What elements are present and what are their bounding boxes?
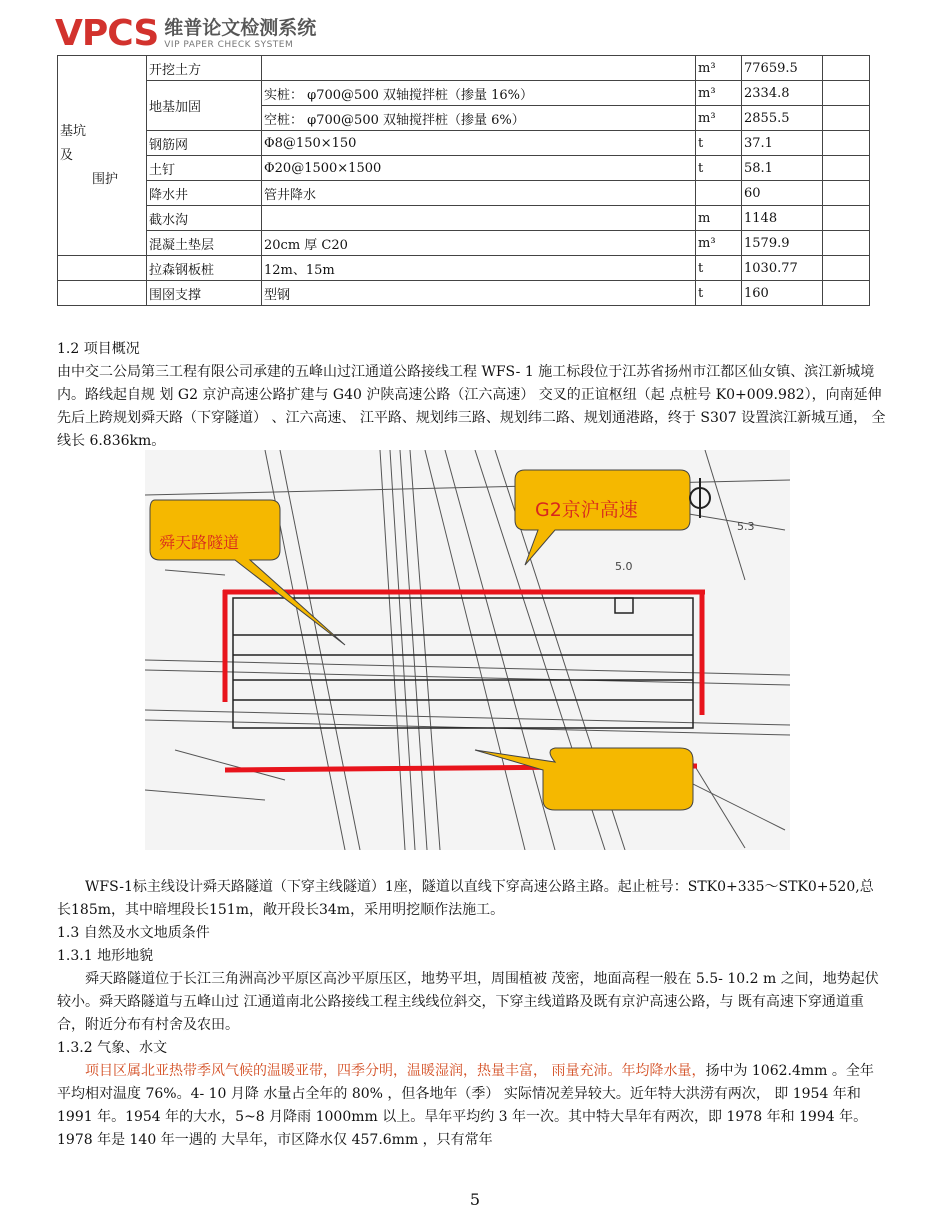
- section-1-3: [57, 922, 887, 1152]
- north-arrow-icon: [690, 478, 710, 518]
- logo-mark: VPCS: [55, 13, 159, 54]
- section-heading: 1.2 项目概况: [57, 341, 140, 357]
- section-1-2: [57, 338, 887, 453]
- category-cell: 基坑 及 围护: [58, 56, 147, 256]
- site-plan-figure: [145, 450, 790, 850]
- section-heading: 1.3 自然及水文地质条件: [57, 925, 210, 941]
- section-body: 由中交二公局第三工程有限公司承建的五峰山过江通道公路接线工程 WFS- 1 施工标段位于江苏省扬州市江都区仙女镇、滨江新城境内。路线起自规 划 G2 京沪高速公路扩建与 G40 沪陕高速公路（江六高速） 交叉的正谊枢纽（起 点桩号 K0+009.982），向南延伸先后上跨规划舜天路（下穿隧道） 、江六高速、 江平路、规划纬三路、规划纬二路、规划通港路，终于 S307 设置滨江新城互通， 全线长 6.836km。: [57, 364, 886, 449]
- subsection-heading: 1.3.1 地形地貌: [57, 948, 154, 964]
- highlighted-text: 项目区属北亚热带季风气候的温暖亚带，四季分明，温暖湿润，热量丰富， 雨量充沛。年均降水量，: [85, 1063, 706, 1079]
- page-number: 5: [469, 1190, 481, 1209]
- table-row: 空桩： φ700@500 双轴搅拌桩（掺量 6%） m³ 2855.5: [58, 106, 870, 131]
- table-row: 基坑 及 围护 开挖土方 m³ 77659.5: [58, 56, 870, 81]
- elevation-label: 5.3: [737, 520, 755, 533]
- section-body: 项目区属北亚热带季风气候的温暖亚带，四季分明，温暖湿润，热量丰富， 雨量充沛。年均降水量，扬中为 1062.4mm 。全年平均相对温度 76%。4- 10 月降 水量占全年的 80% ，但各地年（季） 实际情况差异较大。近年特大洪涝有两次， 即 1954 年和 1991 年。1954 年的大水，5~8 月降雨 1000mm 以上。旱年平均约 3 年一次。其中特大旱年有两次，即 1978 年和 1994 年。1978 年是 140 年一遇的 大旱年，市区降水仅 457.6mm ，只有常年: [57, 1063, 874, 1148]
- wfs-text: WFS-1标主线设计舜天路隧道（下穿主线隧道）1座，隧道以直线下穿高速公路主路。起止桩号：STK0+335～STK0+520,总长185m，其中暗埋段长151m，敞开段长34m，采用明挖顺作法施工。: [57, 879, 874, 918]
- section-body: 舜天路隧道位于长江三角洲高沙平原区高沙平原压区，地势平坦，周围植被 茂密，地面高程一般在 5.5- 10.2 m 之间，地势起伏较小。舜天路隧道与五峰山过 江通道南北公路接线工程主线线位斜交，下穿主线道路及既有京沪高速公路，与 既有高速下穿通道重合，附近分布有村舍及农田。: [57, 971, 879, 1033]
- tunnel-label: 舜天路隧道: [159, 533, 240, 552]
- subsection-heading: 1.3.2 气象、水文: [57, 1040, 168, 1056]
- table-row: 土钉 Φ20@1500×1500 t 58.1: [58, 156, 870, 181]
- wfs-paragraph: [57, 876, 887, 922]
- quantity-table: [57, 55, 870, 306]
- table-row: 围囹支撑 型钢 t 160: [58, 281, 870, 306]
- table-row: 拉森钢板桩 12m、15m t 1030.77: [58, 256, 870, 281]
- tunnel-outline: [233, 598, 693, 728]
- logo-english: VIP PAPER CHECK SYSTEM: [164, 40, 294, 50]
- site-plan-drawing: [145, 450, 790, 850]
- elevation-label: 5.0: [615, 560, 633, 573]
- table-row: 地基加固 实桩： φ700@500 双轴搅拌桩（掺量 16%） m³ 2334.8: [58, 81, 870, 106]
- table-row: 降水井 管井降水 60: [58, 181, 870, 206]
- table-row: 截水沟 m 1148: [58, 206, 870, 231]
- table-row: 混凝土垫层 20cm 厚 C20 m³ 1579.9: [58, 231, 870, 256]
- logo-chinese: 维普论文检测系统: [164, 17, 317, 39]
- table-row: 钢筋网 Φ8@150×150 t 37.1: [58, 131, 870, 156]
- g2-label: G2京沪高速: [535, 499, 638, 521]
- vpcs-logo: [55, 14, 316, 54]
- tunnel-callout: [150, 500, 345, 645]
